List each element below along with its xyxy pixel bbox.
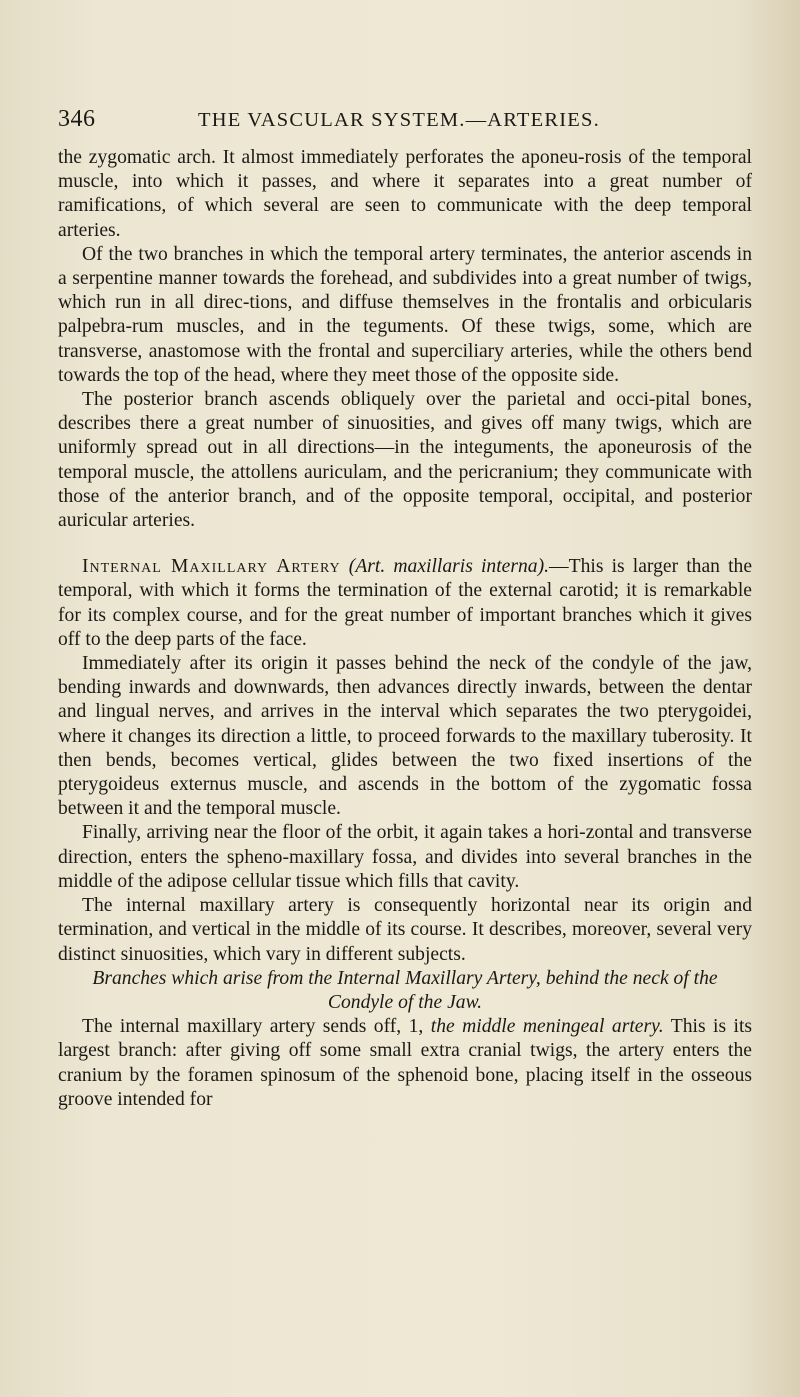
paragraph-8-start: The internal maxillary artery sends off, 1,	[82, 1016, 424, 1038]
page-number: 346	[58, 106, 96, 132]
subheading: Branches which arise from the Internal Maxillary Artery, behind the neck of the Condyle of the Jaw.	[92, 967, 718, 1013]
paragraph-3: The posterior branch ascends obliquely over the parietal and occi-pital bones, describes there a great number of sinuosities, and gives off many twigs, which are uniformly spread out in all directions—in the integuments, the aponeurosis of the temporal muscle, the attollens auriculam, and the pericranium; they communicate with those of the anterior branch, and of the opposite temporal, occipital, and posterior auricular arteries.	[58, 389, 752, 532]
section-heading: Internal Maxillary Artery	[82, 556, 341, 578]
running-head: THE VASCULAR SYSTEM.—ARTERIES.	[198, 109, 600, 131]
paragraph-4-text: —This is larger than the temporal, with which it forms the termination of the external carotid; it is remarkable for its complex course, and for the great number of important branches which it gives off to the deep parts of the face.	[58, 556, 753, 650]
paragraph-5: Immediately after its origin it passes behind the neck of the condyle of the jaw, bending inwards and downwards, then advances directly inwards, between the dentar and lingual nerves, and arrives in the interval which separates the two pterygoidei, where it changes its direction a little, to proceed forwards to the maxillary tuberosity. It then bends, becomes vertical, glides between the two fixed insertions of the pterygoideus externus muscle, and ascends in the bottom of the zygomatic fossa between it and the temporal muscle.	[58, 653, 752, 820]
paragraph-6: Finally, arriving near the floor of the orbit, it again takes a hori-zontal and transverse direction, enters the spheno-maxillary fossa, and divides into several branches in the middle of the adipose cellular tissue which fills that cavity.	[58, 822, 752, 892]
body-text	[58, 146, 752, 1112]
paragraph-7: The internal maxillary artery is consequently horizontal near its origin and termination, and vertical in the middle of its course. It describes, moreover, several very distinct sinuosities, which vary in different subjects.	[58, 895, 752, 965]
paragraph-internal-maxillary	[58, 555, 752, 652]
paragraph-1: the zygomatic arch. It almost immediately perforates the aponeu-rosis of the temporal muscle, into which it passes, and where it separates into a great number of ramifications, of which several are seen to communicate with the deep temporal arteries.	[58, 147, 752, 241]
page-header	[58, 106, 758, 138]
middle-meningeal-term: the middle meningeal artery.	[430, 1016, 664, 1038]
paragraph-2: Of the two branches in which the temporal artery terminates, the anterior ascends in a serpentine manner towards the forehead, and subdivides into a great number of twigs, which run in all direc-tions, and diffuse themselves in the frontalis and orbicularis palpebra-rum muscles, and in the teguments. Of these twigs, some, which are transverse, anastomose with the frontal and superciliary arteries, while the others bend towards the top of the head, where they meet those of the opposite side.	[58, 243, 752, 386]
latin-name: (Art. maxillaris interna).	[348, 556, 550, 578]
paragraph-8-rest: This is its largest branch: after giving off some small extra cranial twigs, the artery enters the cranium by the foramen spinosum of the sphenoid bone, placing itself in the osseous groove intended for	[58, 1016, 753, 1110]
paragraph-8	[58, 1015, 752, 1112]
